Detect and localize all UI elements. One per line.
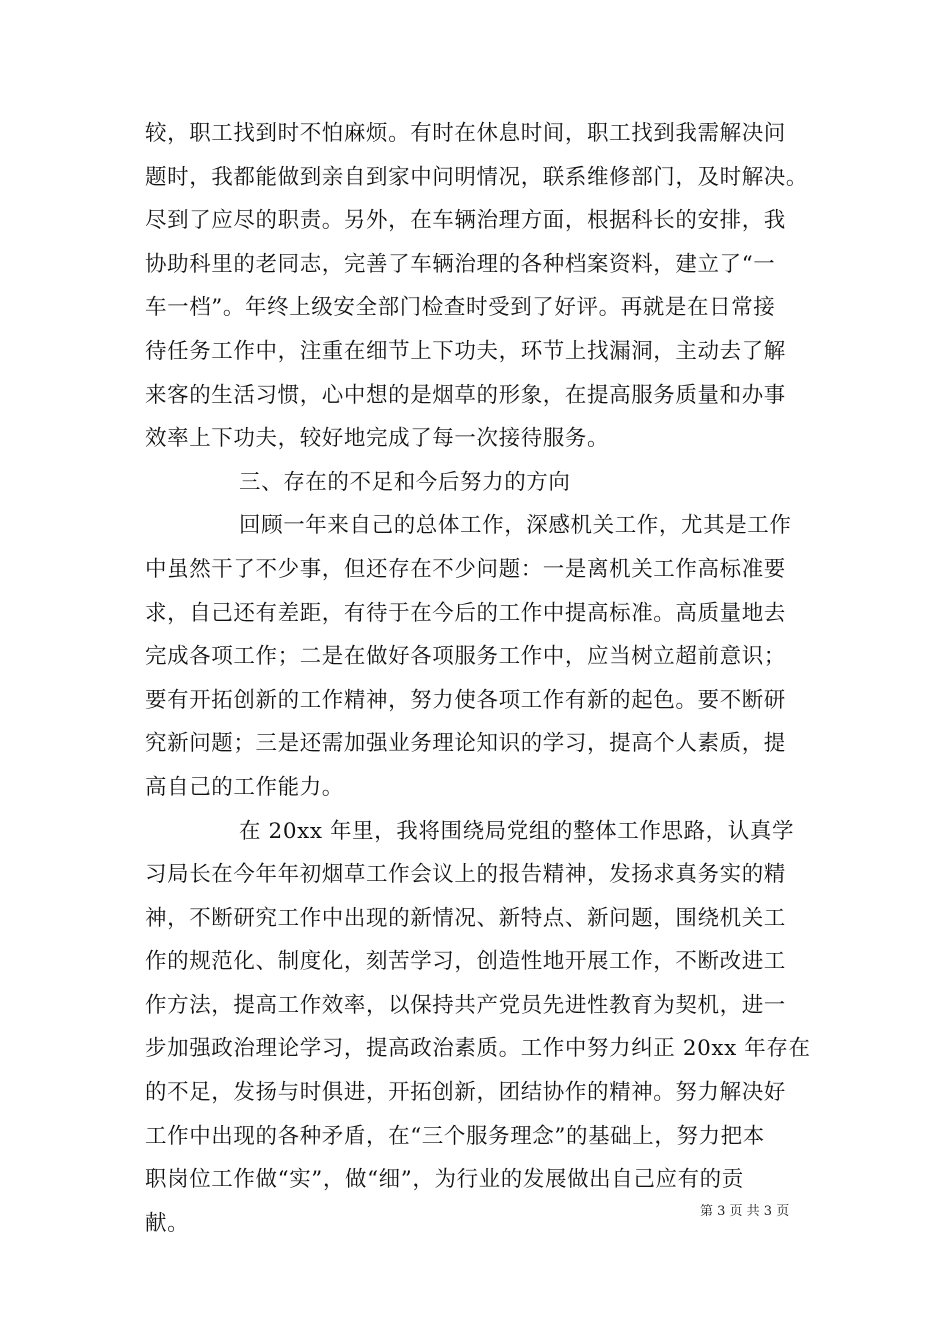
text-line: 效率上下功夫，较好地完成了每一次接待服务。 (145, 426, 610, 452)
section-heading: 三、存在的不足和今后努力的方向 (239, 469, 571, 495)
text-line: 来客的生活习惯，心中想的是烟草的形象，在提高服务质量和办事 (145, 382, 786, 408)
text-line: 求，自己还有差距，有待于在今后的工作中提高标准。高质量地去 (145, 600, 786, 626)
text-line: 习局长在今年年初烟草工作会议上的报告精神，发扬求真务实的精 (145, 862, 786, 888)
text-line: 尽到了应尽的职责。另外，在车辆治理方面，根据科长的安排，我 (145, 208, 786, 234)
text-line: 究新问题；三是还需加强业务理论知识的学习，提高个人素质，提 (145, 731, 786, 757)
text-line: 完成各项工作；二是在做好各项服务工作中，应当树立超前意识； (145, 644, 786, 670)
text-line: 待任务工作中，注重在细节上下功夫，环节上找漏洞，主动去了解 (145, 338, 786, 364)
text-line: 献。 (145, 1210, 190, 1236)
text-line: 职岗位工作做“实”，做“细”，为行业的发展做出自己应有的贡 (145, 1167, 744, 1193)
text-line: 高自己的工作能力。 (145, 774, 344, 800)
text-line: 作的规范化、制度化，刻苦学习，创造性地开展工作，不断改进工 (145, 949, 786, 975)
page-number-footer: 第 3 页 共 3 页 (700, 1204, 790, 1219)
document-body (145, 112, 825, 1245)
text-line: 回顾一年来自己的总体工作，深感机关工作，尤其是工作 (239, 513, 792, 539)
text-line: 的不足，发扬与时俱进，开拓创新，团结协作的精神。努力解决好 (145, 1080, 786, 1106)
text-line: 工作中出现的各种矛盾，在“三个服务理念”的基础上，努力把本 (145, 1123, 765, 1149)
text-line: 在 20xx 年里，我将围绕局党组的整体工作思路，认真学 (239, 818, 795, 844)
text-line: 中虽然干了不少事，但还存在不少问题：一是离机关工作高标准要 (145, 556, 786, 582)
text-line: 要有开拓创新的工作精神，努力使各项工作有新的起色。要不断研 (145, 687, 786, 713)
text-line: 协助科里的老同志，完善了车辆治理的各种档案资料，建立了“一 (145, 251, 776, 277)
text-line: 题时，我都能做到亲自到家中问明情况，联系维修部门，及时解决。 (145, 164, 809, 190)
text-line: 作方法，提高工作效率，以保持共产党员先进性教育为契机，进一 (145, 992, 786, 1018)
text-line: 神，不断研究工作中出现的新情况、新特点、新问题，围绕机关工 (145, 905, 786, 931)
text-line: 车一档”。年终上级安全部门检查时受到了好评。再就是在日常接 (145, 295, 776, 321)
text-line: 较，职工找到时不怕麻烦。有时在休息时间，职工找到我需解决问 (145, 121, 786, 146)
text-line: 步加强政治理论学习，提高政治素质。工作中努力纠正 20xx 年存在 (145, 1036, 811, 1062)
